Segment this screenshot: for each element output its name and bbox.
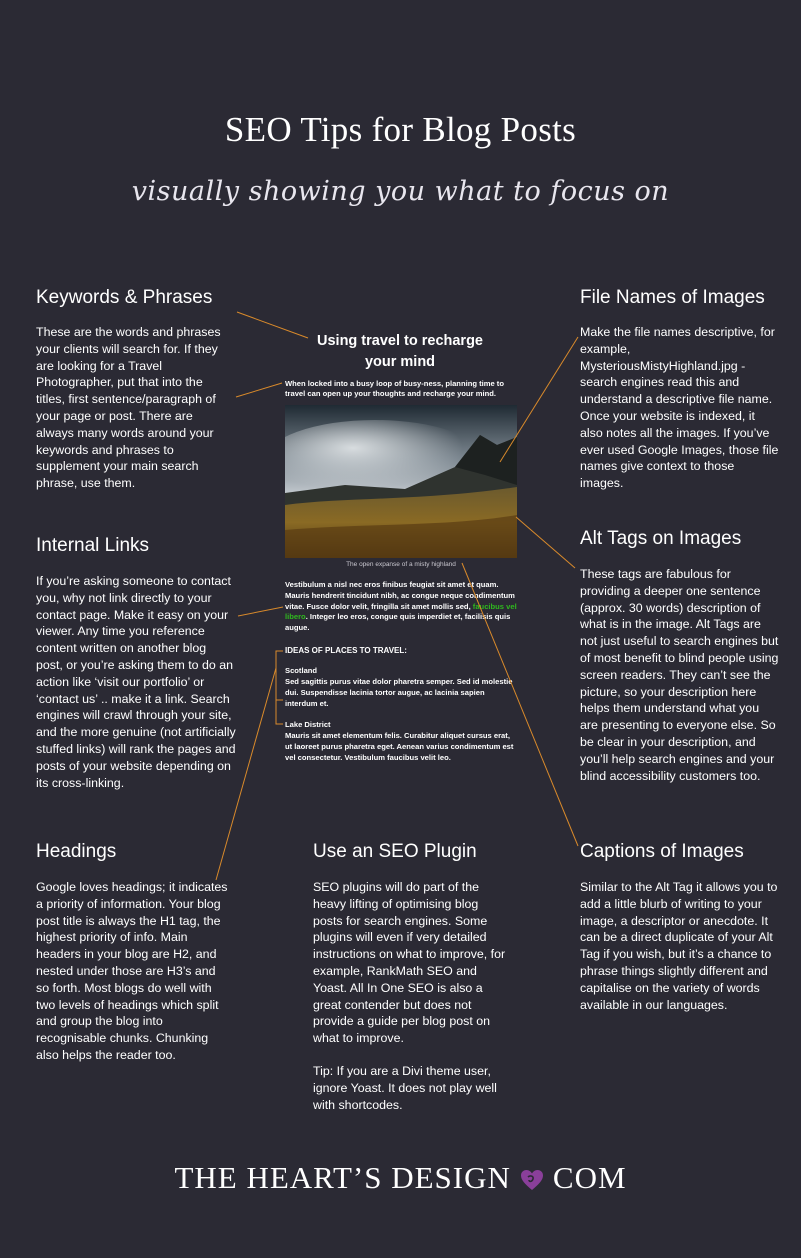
file-names-body: Make the file names descriptive, for example, MysteriousMistyHighland.jpg - search engines read this and understand a descriptive file name. Once your website is indexed, it also notes all the images. If you’ve ever used Google Images, those file names give context to those images.: [580, 325, 779, 491]
highland-landscape-image: [285, 405, 517, 558]
internal-links-body: If you’re asking someone to contact you, why not link directly to your contact page. Make it easy on your viewer. Any time you reference content written on another blog post, or you’re asking them to do an action like ‘visit our portfolio’ or ‘contact us’ .. make it a link. Search engines will crawl through your site, and the more genuine (not artificially stuffed links) will rank the pages and posts of your website depending on its cross-linking.: [36, 574, 236, 790]
misty-highland-photo: [285, 405, 517, 558]
brand-tld: COM: [552, 1160, 627, 1195]
captions-body: Similar to the Alt Tag it allows you to add a little blurb of writing to your image, a descriptor or anecdote. It can be a direct duplicate of your Alt Tag if you wish, but it’s a chance to phrase things slightly different and capitalise on the variety of words available in our languages.: [580, 880, 778, 1012]
connector-keywords-title: [237, 312, 308, 338]
connector-internal-link: [238, 607, 283, 616]
keywords-body: These are the words and phrases your clients will search for. If they are looking for a Travel Photographer, put that into the titles, first sentence/paragraph of your page or post. There are always many words around your keywords and phrases to supplement your main search phrase, use them.: [36, 325, 221, 491]
internal-links-heading: Internal Links: [36, 535, 150, 556]
brand-name: THE HEART’S DESIGN: [174, 1160, 511, 1195]
bracket-headings-2: [276, 690, 283, 724]
mock-place-name: Lake District: [285, 720, 331, 729]
bracket-headings-1: [276, 651, 283, 700]
alt-tags-heading: Alt Tags on Images: [580, 528, 742, 549]
connector-alt-tags: [516, 517, 575, 568]
mock-place-text: Sed sagittis purus vitae dolor pharetra semper. Sed id molestie dui. Suspendisse lacinia tortor augue, ac lacinia sapien interdum et.: [285, 677, 513, 708]
mock-para-text-2: . Integer leo eros, congue quis imperdiet et, facilisis quis augue.: [285, 612, 511, 633]
captions-heading: Captions of Images: [580, 841, 744, 862]
alt-tags-body: These tags are fabulous for providing a deeper one sentence (approx. 30 words) description of what is in the image. Alt Tags are not just useful to search engines but of most benefit to blind people using screen readers. They can’t see the picture, so your description here helps them understand what you are presenting to everyone else. So be clear in your description, and you’ll help search engines and your blind accessibility customers too.: [580, 567, 779, 783]
page-title: SEO Tips for Blog Posts: [224, 110, 577, 149]
connector-keywords-intro: [236, 383, 282, 397]
seo-plugin-body: [313, 879, 509, 1129]
headings-body: Google loves headings; it indicates a priority of information. Your blog post title is always the H1 tag, the highest priority of info. Main headers in your blog are H2, and nested under those are H3’s and so forth. Most blogs do well with two levels of headings which split and group the blog into recognisable chunks. Chunking also helps the reader too.: [36, 880, 228, 1062]
seo-plugin-tip: Tip: If you are a Divi theme user, ignore Yoast. It does not play well with shortcodes.: [313, 1063, 497, 1112]
mock-para-text-1: Vestibulum a nisl nec eros finibus feugiat sit amet et quam. Mauris hendrerit tincidunt nibh, ac congue neque condimentum vitae. Fusce dolor velit, fringilla sit amet mollis sed,: [285, 580, 515, 611]
mock-list-heading: IDEAS OF PLACES TO TRAVEL:: [285, 646, 407, 655]
seo-plugin-text: SEO plugins will do part of the heavy lifting of optimising blog posts for search engines. Some plugins will even if very detailed instructions on what to improve, for example, RankMath SEO and Yoast. All In One SEO is also a great contender but does not provide a guide per blog post on what to improve.: [313, 880, 506, 1046]
seo-plugin-heading: Use an SEO Plugin: [313, 841, 477, 862]
headings-heading: Headings: [36, 841, 117, 862]
mock-para-internal-link[interactable]: faucibus vel libero: [285, 601, 517, 622]
file-names-heading: File Names of Images: [580, 287, 765, 308]
mock-post-paragraph: [285, 580, 517, 634]
mock-place-name: Scotland: [285, 666, 318, 675]
mock-place-text: Mauris sit amet elementum felis. Curabitur aliquet cursus erat, ut laoreet purus pharetra eget. Aenean varius condimentum est vel consectetur. Vestibulum faucibus velit leo.: [285, 731, 514, 762]
mock-post-title: Using travel to recharge your mind: [317, 333, 483, 370]
heart-icon: [519, 1165, 545, 1191]
mock-post-intro: When locked into a busy loop of busy-ness, planning time to travel can open up your thoughts and recharge your mind.: [285, 379, 504, 398]
keywords-heading: Keywords & Phrases: [36, 287, 213, 308]
mock-image-caption: The open expanse of a misty highland: [346, 561, 456, 568]
page-subtitle: visually showing you what to focus on: [131, 176, 670, 207]
brand-logo: [0, 1160, 801, 1197]
